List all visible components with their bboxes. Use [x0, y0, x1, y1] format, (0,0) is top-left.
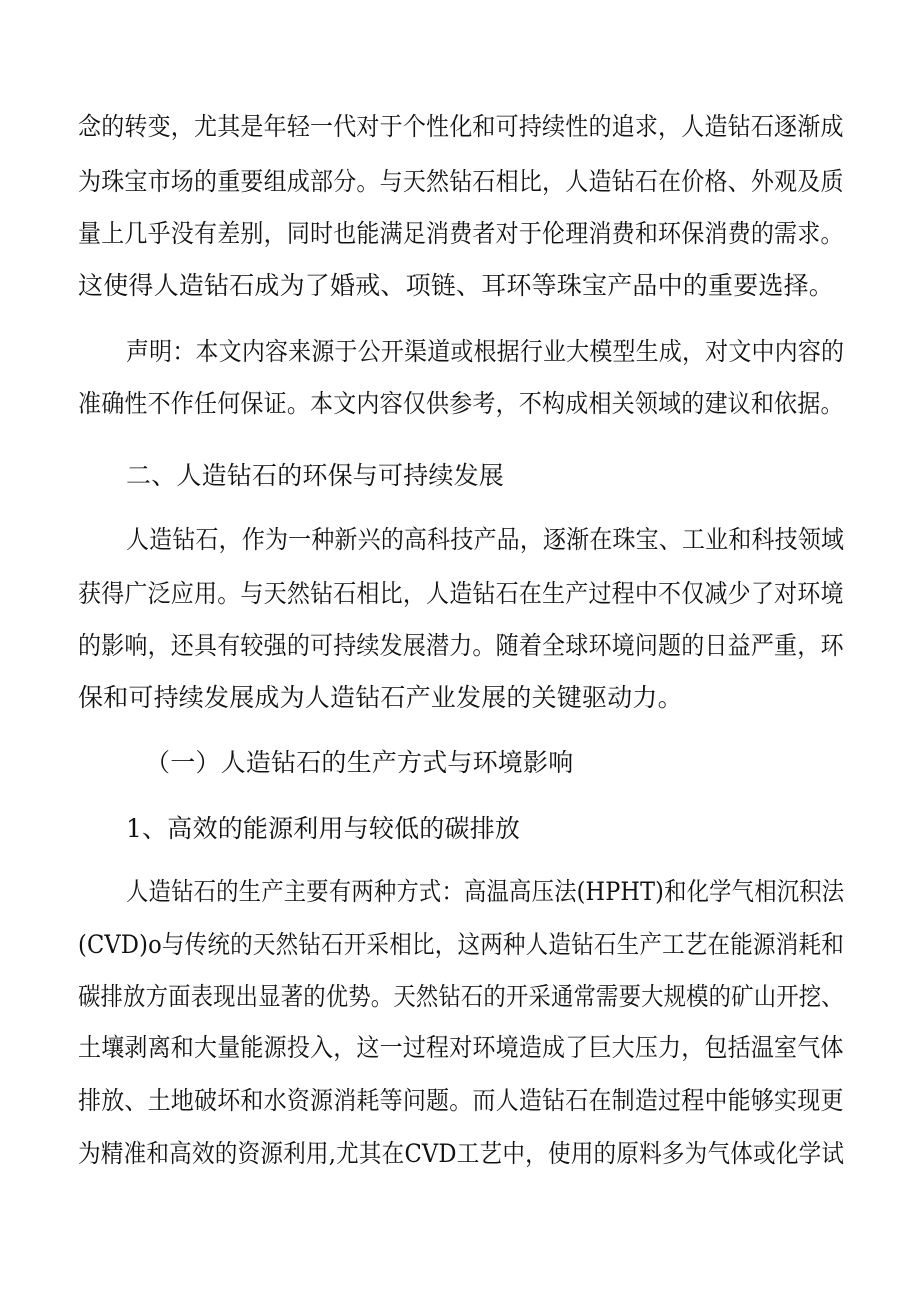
disclaimer-text-line: 声明：本文内容来源于公开渠道或根据行业大模型生成，对文中内容的 [126, 337, 845, 366]
body-text-line: 碳排放方面表现出显著的优势。天然钻石的开采通常需要大规模的矿山开挖、 [78, 982, 844, 1011]
body-text-line: 念的转变，尤其是年轻一代对于个性化和可持续性的追求，人造钻石逐渐成 [78, 112, 844, 141]
numbered-heading: 1、高效的能源利用与较低的碳排放 [126, 814, 521, 843]
body-text-line: 为珠宝市场的重要组成部分。与天然钻石相比，人造钻石在价格、外观及质 [78, 167, 844, 196]
body-text-line: 排放、土地破坏和水资源消耗等问题。而人造钻石在制造过程中能够实现更 [78, 1086, 844, 1115]
body-text-line: (CVD)o与传统的天然钻石开采相比，这两种人造钻石生产工艺在能源消耗和 [78, 930, 844, 959]
section-heading: 二、人造钻石的环保与可持续发展 [126, 461, 505, 490]
body-text-line: 量上几乎没有差别，同时也能满足消费者对于伦理消费和环保消费的需求。 [78, 219, 844, 248]
body-text-line: 获得广泛应用。与天然钻石相比，人造钻石在生产过程中不仅减少了对环境 [78, 579, 844, 608]
body-text-line: 的影响，还具有较强的可持续发展潜力。随着全球环境问题的日益严重，环 [78, 631, 844, 660]
body-text-line: 保和可持续发展成为人造钻石产业发展的关键驱动力。 [78, 683, 683, 712]
body-text-line: 为精准和高效的资源利用,尤其在CVD工艺中，使用的原料多为气体或化学试 [78, 1139, 845, 1168]
subsection-heading: （一）人造钻石的生产方式与环境影响 [145, 748, 574, 777]
body-text-line: 土壤剥离和大量能源投入，这一过程对环境造成了巨大压力，包括温室气体 [78, 1033, 844, 1062]
body-text-line: 人造钻石，作为一种新兴的高科技产品，逐渐在珠宝、工业和科技领域 [126, 525, 845, 554]
body-text-line: 这使得人造钻石成为了婚戒、项链、耳环等珠宝产品中的重要选择。 [78, 271, 835, 300]
body-text-line: 人造钻石的生产主要有两种方式：高温高压法(HPHT)和化学气相沉积法 [126, 877, 845, 906]
disclaimer-text-line: 准确性不作任何保证。本文内容仅供参考，不构成相关领域的建议和依据。 [78, 389, 844, 418]
